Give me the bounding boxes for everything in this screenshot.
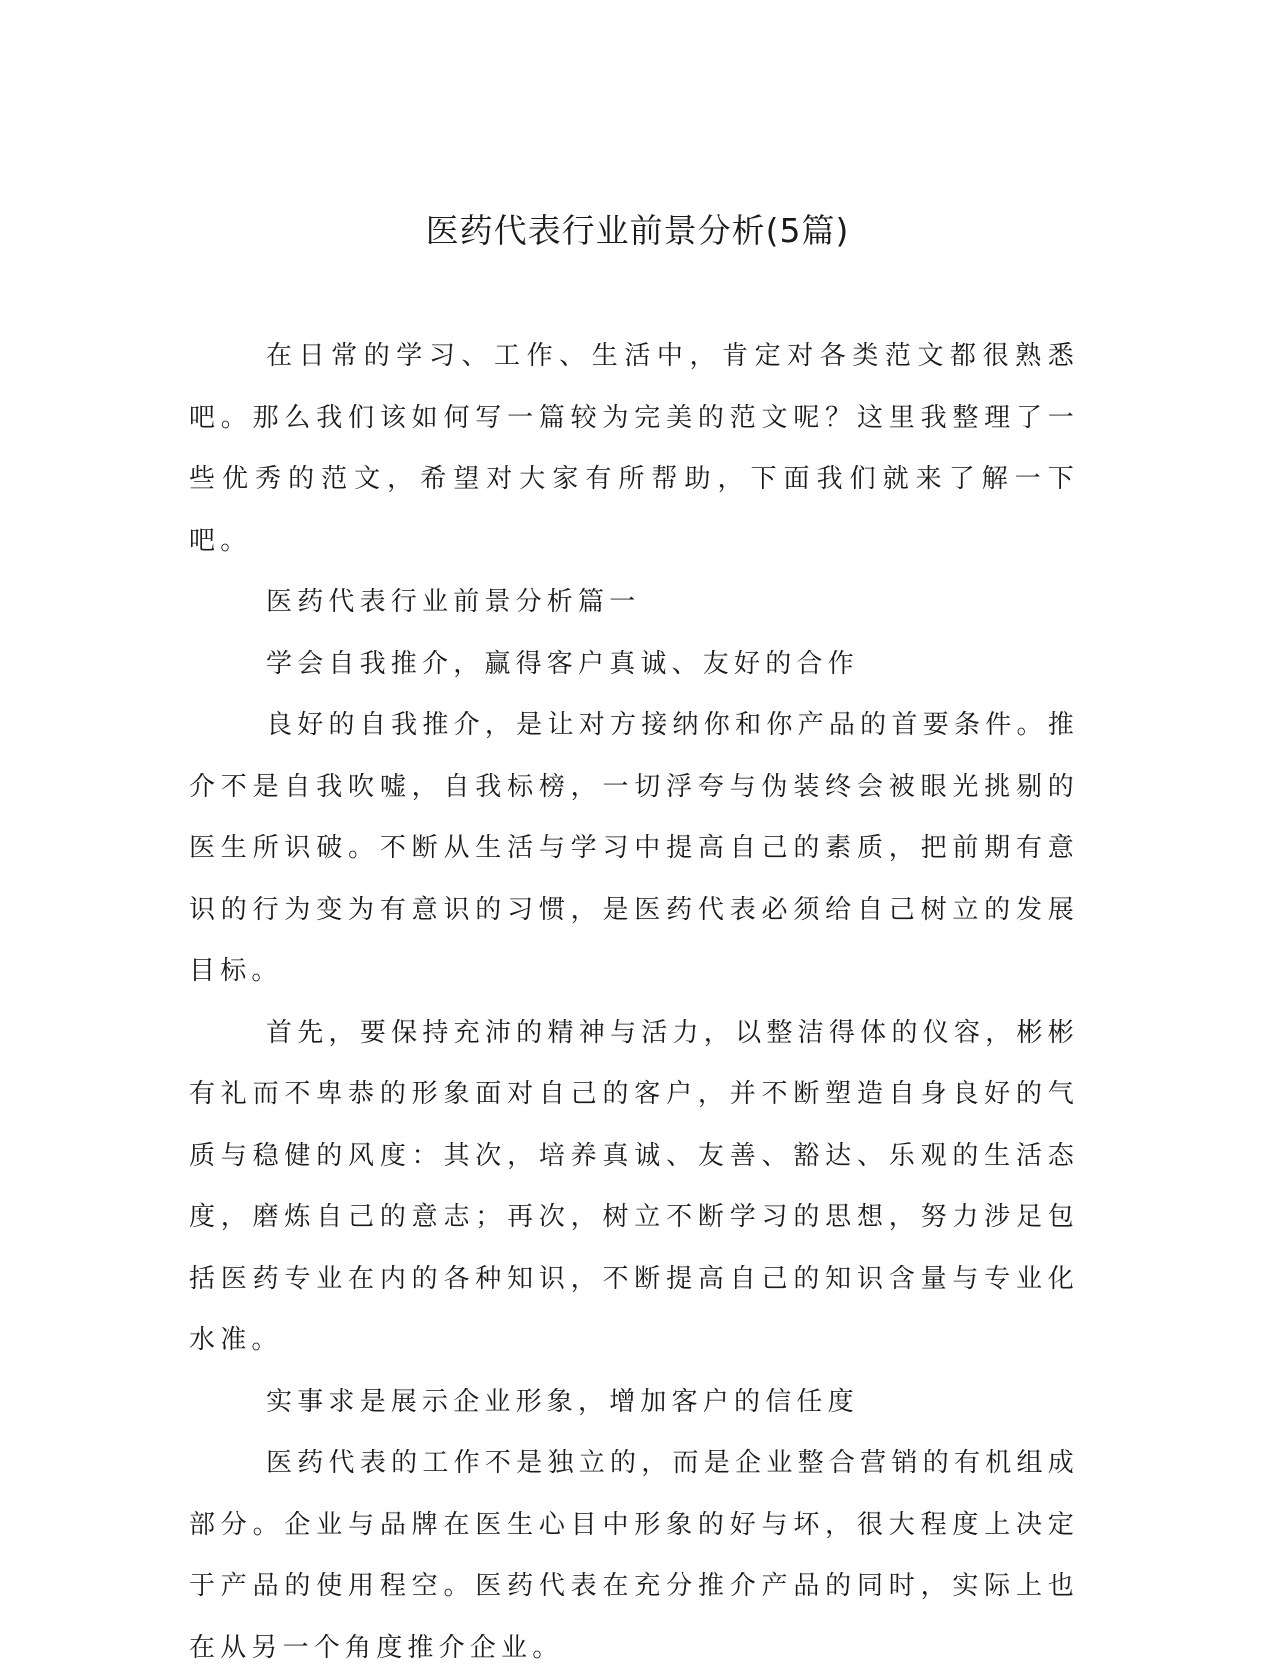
document-title: 医药代表行业前景分析(5篇) xyxy=(425,211,850,250)
paragraph-enterprise-image: 医药代表的工作不是独立的，而是企业整合营销的有机组成部分。企业与品牌在医生心目中形象的好与坏，很大程度上决定于产品的使用程空。医药代表在充分推介产品的同时，实际上也在从另一个角度推介企业。 xyxy=(189,1448,1079,1663)
subheading-enterprise-image: 实事求是展示企业形象，增加客户的信任度 xyxy=(266,1386,859,1417)
paragraph-self-introduction: 良好的自我推介，是让对方接纳你和你产品的首要条件。推介不是自我吹嘘，自我标榜，一切浮夸与伪装终会被眼光挑剔的医生所识破。不断从生活与学习中提高自己的素质，把前期有意识的行为变为有意识的习惯，是医药代表必须给自己树立的发展目标。 xyxy=(189,710,1079,986)
intro-paragraph: 在日常的学习、工作、生活中，肯定对各类范文都很熟悉吧。那么我们该如何写一篇较为完美的范文呢？这里我整理了一些优秀的范文，希望对大家有所帮助，下面我们就来了解一下吧。 xyxy=(189,341,1079,556)
paragraph-first-second-third: 首先，要保持充沛的精神与活力，以整洁得体的仪容，彬彬有礼而不卑恭的形象面对自己的客户，并不断塑造自身良好的气质与稳健的风度：其次，培养真诚、友善、豁达、乐观的生活态度，磨炼自己的意志；再次，树立不断学习的思想，努力涉足包括医药专业在内的各种知识，不断提高自己的知识含量与专业化水准。 xyxy=(189,1017,1079,1355)
document-body xyxy=(189,326,1079,1679)
section-heading-1: 医药代表行业前景分析篇一 xyxy=(266,587,641,617)
subheading-self-introduction: 学会自我推介，赢得客户真诚、友好的合作 xyxy=(266,648,859,679)
